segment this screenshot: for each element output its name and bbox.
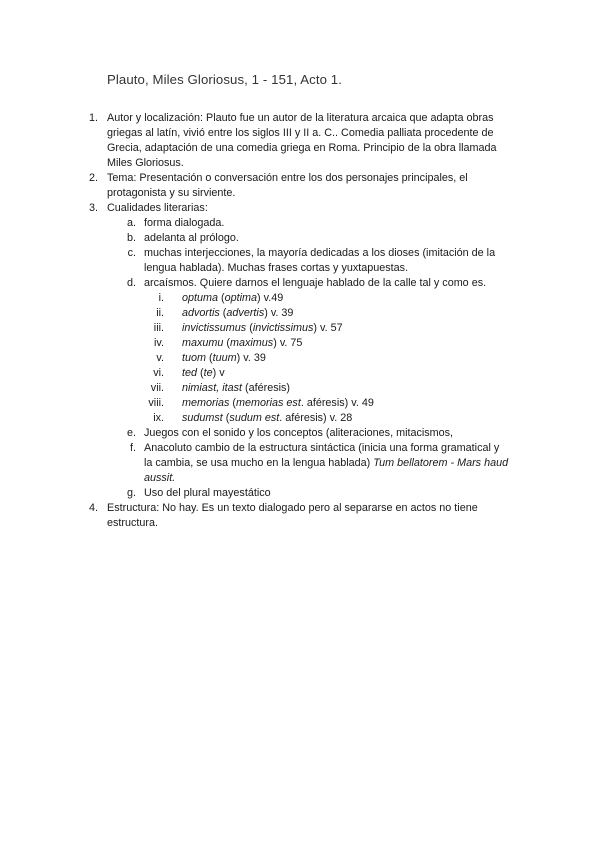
sub-item-b <box>0 231 600 246</box>
sub-item-text: muchas interjecciones, la mayoría dedicadas a los dioses (imitación de la lengua hablada). Muchas frases cortas y yuxtapuestas. <box>144 247 496 274</box>
sub-item-letter: c. <box>127 247 136 259</box>
list-text: Autor y localización: Plauto fue un autor de la literatura arcaica que adapta obras griegas al latín, vivió entre los siglos III y II a. C.. Comedia palliata procedente de Grecia, adaptación de una comedia griega en Roma. Principio de la obra llamada Miles Gloriosus. <box>107 112 497 169</box>
classical-form: tuum <box>212 352 237 364</box>
text-fragment: ( <box>197 367 204 379</box>
classical-form: memorias est <box>236 397 301 409</box>
archaic-form: advortis <box>182 307 220 319</box>
archaic-form: invictissumus <box>182 322 247 334</box>
classical-form: sudum est <box>229 412 280 424</box>
roman-number: vi. <box>153 367 164 379</box>
sub-item-c <box>0 246 600 276</box>
classical-form: maximus <box>230 337 274 349</box>
sub-item-g <box>0 486 600 501</box>
sub-item-letter: e. <box>126 427 136 439</box>
roman-number: viii. <box>148 397 164 409</box>
text-fragment: ( <box>229 397 237 409</box>
document-title: Plauto, Miles Gloriosus, 1 - 151, Acto 1. <box>107 72 342 87</box>
roman-item-ii <box>0 306 600 321</box>
sub-item-e <box>0 426 600 441</box>
verse-reference: ) v.49 <box>257 292 284 304</box>
classical-form: optima <box>224 292 258 304</box>
roman-number: v. <box>156 352 164 364</box>
list-text: Cualidades literarias: <box>107 202 208 214</box>
roman-number: iii. <box>153 322 164 334</box>
roman-item-i <box>0 291 600 306</box>
roman-item-v <box>0 351 600 366</box>
archaic-form: nimiast, itast <box>182 382 242 394</box>
list-text: Estructura: No hay. Es un texto dialogado pero al separarse en actos no tiene estructura. <box>107 502 478 529</box>
classical-form: te <box>203 367 213 379</box>
sub-item-text: adelanta al prólogo. <box>144 232 239 244</box>
sub-item-d <box>0 276 600 291</box>
roman-item-vi <box>0 366 600 381</box>
list-item-3 <box>0 201 600 216</box>
list-number: 3. <box>88 202 98 214</box>
archaic-form: ted <box>182 367 198 379</box>
verse-reference: ) v. 39 <box>236 352 266 364</box>
verse-reference: ) v. 57 <box>313 322 343 334</box>
verse-reference: ) v <box>212 367 225 379</box>
roman-item-ix <box>0 411 600 426</box>
archaic-form: sudumst <box>182 412 223 424</box>
list-text: Tema: Presentación o conversación entre los dos personajes principales, el protagonista y su sirviente. <box>107 172 468 199</box>
roman-number: ix. <box>153 412 164 424</box>
roman-item-vii <box>0 381 600 396</box>
list-number: 2. <box>88 172 98 184</box>
text-fragment: ( <box>219 307 227 319</box>
roman-number: iv. <box>154 337 164 349</box>
classical-form: advertis <box>226 307 265 319</box>
sub-item-text: Juegos con el sonido y los conceptos (aliteraciones, mitacismos, <box>144 427 454 439</box>
sub-item-text: Uso del plural mayestático <box>144 487 271 499</box>
verse-reference: . aféresis) v. 49 <box>300 397 374 409</box>
text-fragment: ( <box>223 337 231 349</box>
text-fragment: ( <box>246 322 253 334</box>
roman-number: i. <box>158 292 164 304</box>
text-fragment: ( <box>206 352 213 364</box>
sub-item-text: arcaísmos. Quiere darnos el lenguaje hablado de la calle tal y como es. <box>144 277 487 289</box>
roman-number: ii. <box>156 307 164 319</box>
sub-item-a <box>0 216 600 231</box>
sub-item-letter: g. <box>126 487 136 499</box>
verse-reference: . aféresis) v. 28 <box>279 412 353 424</box>
archaic-form: maxumu <box>182 337 224 349</box>
archaic-form: optuma <box>182 292 219 304</box>
list-item-4 <box>0 501 600 531</box>
list-item-1 <box>0 111 600 171</box>
roman-item-iv <box>0 336 600 351</box>
classical-form: invictissimus <box>252 322 314 334</box>
sub-item-letter: d. <box>126 277 136 289</box>
list-item-2 <box>0 171 600 201</box>
sub-item-text: Anacoluto cambio de la estructura sintáctica (inicia una forma gramatical y la cambia, se usa mucho en la lengua hablada) <box>144 442 500 469</box>
verse-reference: ) v. 39 <box>264 307 294 319</box>
text-fragment: (aféresis) <box>242 382 290 394</box>
verse-reference: ) v. 75 <box>273 337 303 349</box>
latin-quote: Tum bellatorem - Mars haud aussit. <box>144 457 509 484</box>
roman-item-iii <box>0 321 600 336</box>
numbered-list <box>0 111 600 531</box>
list-number: 4. <box>88 502 98 514</box>
archaic-form: memorias <box>182 397 230 409</box>
sub-item-text: forma dialogada. <box>144 217 225 229</box>
list-number: 1. <box>88 112 98 124</box>
text-fragment: ( <box>218 292 225 304</box>
roman-number: vii. <box>150 382 164 394</box>
roman-item-viii <box>0 396 600 411</box>
sub-item-letter: f. <box>130 442 136 454</box>
archaic-form: tuom <box>182 352 207 364</box>
sub-item-letter: a. <box>126 217 136 229</box>
sub-item-f <box>0 441 600 486</box>
text-fragment: ( <box>222 412 230 424</box>
sub-item-letter: b. <box>126 232 136 244</box>
